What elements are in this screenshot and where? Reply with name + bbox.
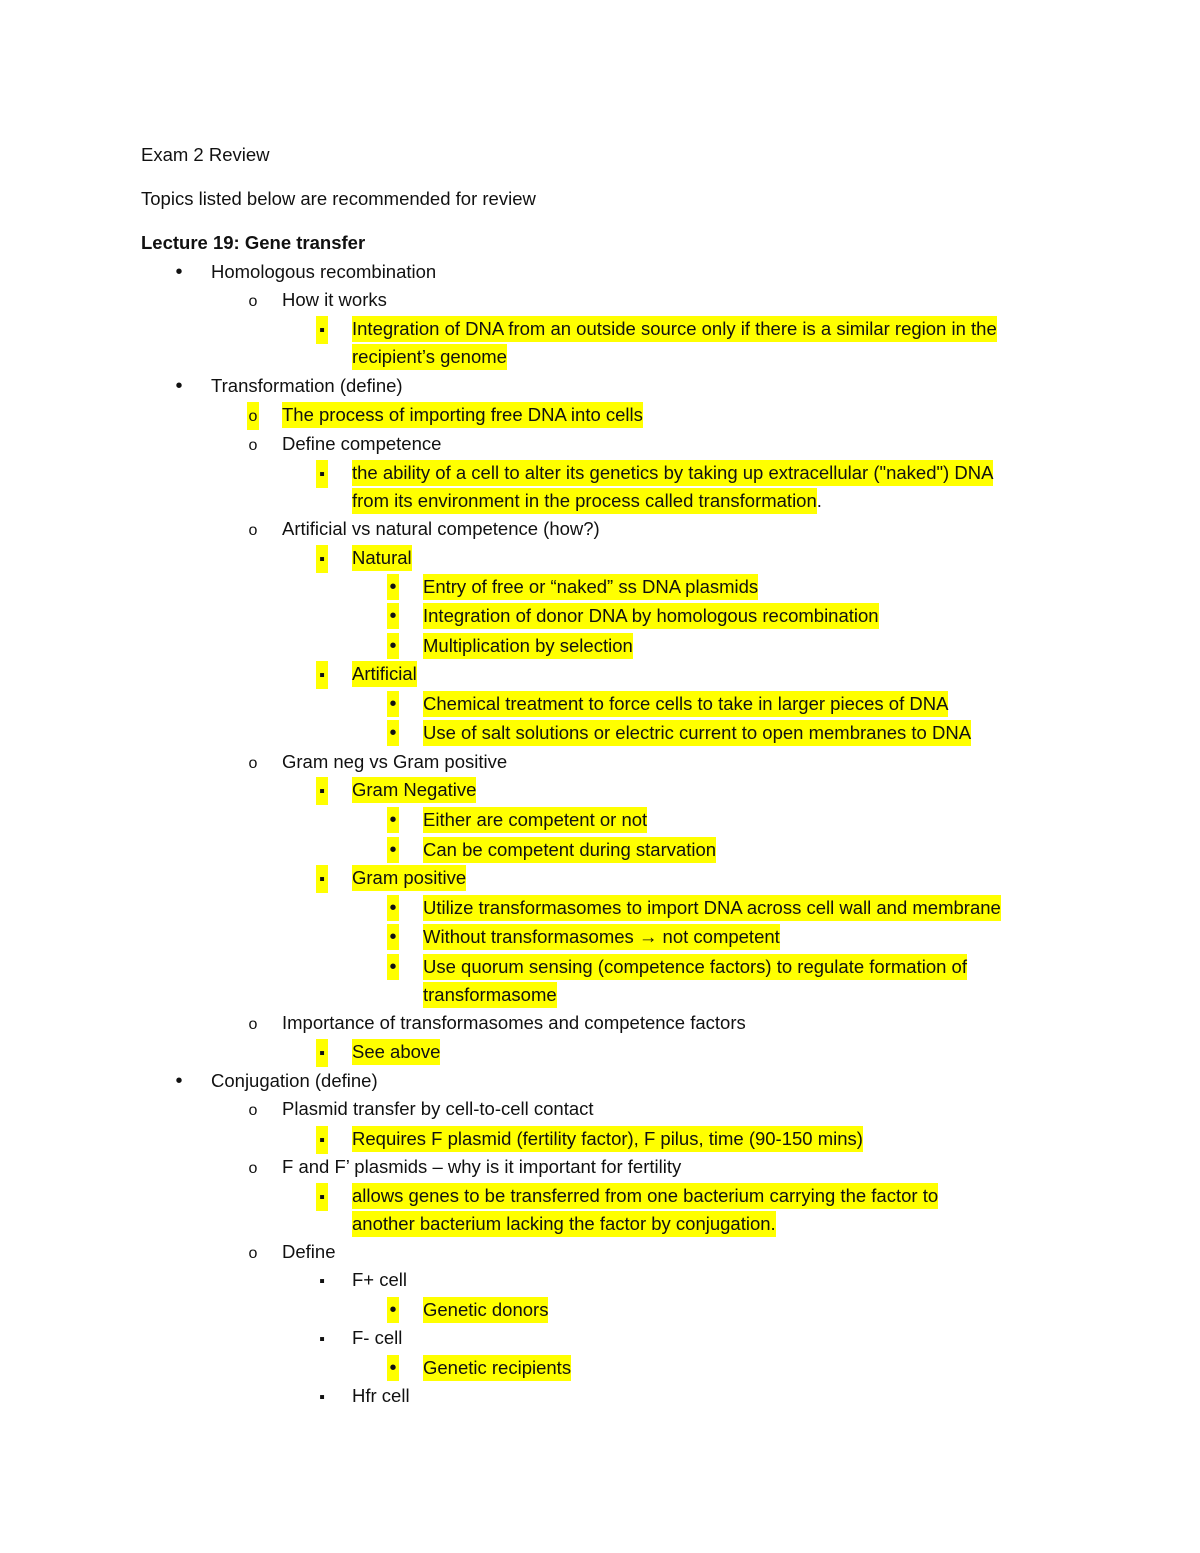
list-item [211,1068,378,1094]
list-item-text: Integration of DNA from an outside source only if there is a similar region in the [352,316,997,342]
list-item [423,982,557,1008]
list-item [352,1183,938,1209]
list-bullet-icon [316,1325,328,1353]
list-item-text: another bacterium lacking the factor by conjugation. [352,1211,776,1237]
list-item [423,1355,571,1381]
list-bullet-icon [316,545,328,573]
list-bullet-icon [247,287,259,315]
list-item-text: Hfr cell [352,1385,410,1406]
list-bullet-icon [316,1267,328,1295]
list-item [282,516,600,542]
list-bullet-icon [387,633,399,659]
list-item-text: Genetic donors [423,1297,548,1323]
list-item [282,431,441,457]
list-bullet-icon [247,1096,259,1124]
list-item [282,1239,335,1265]
list-item [423,924,780,950]
list-bullet-icon [247,431,259,459]
list-item [423,895,1001,921]
list-item-text: Either are competent or not [423,807,647,833]
list-bullet-icon [247,749,259,777]
list-item-text: Without transformasomes → not competent [423,924,780,950]
list-item-text: Gram positive [352,865,466,891]
list-item-text: the ability of a cell to alter its genetics by taking up extracellular ("naked") DNA [352,460,993,486]
list-item [423,807,647,833]
list-item-text: Natural [352,545,412,571]
list-item [352,545,412,571]
list-item-text: Entry of free or “naked” ss DNA plasmids [423,574,758,600]
list-item-text: The process of importing free DNA into cells [282,402,643,428]
list-bullet-icon [316,865,328,893]
list-item [352,1267,407,1293]
list-item [282,1096,594,1122]
list-item-text: Artificial [352,661,417,687]
list-item-text: Plasmid transfer by cell-to-cell contact [282,1098,594,1119]
list-item-tail: . [816,490,822,511]
list-item [423,1297,548,1323]
list-item [423,633,633,659]
list-item [423,837,716,863]
list-item-text: Requires F plasmid (fertility factor), F pilus, time (90-150 mins) [352,1126,863,1152]
list-item-text: transformasome [423,982,557,1008]
list-item [423,720,971,746]
list-bullet-icon [387,954,399,980]
list-bullet-icon [316,1039,328,1067]
list-bullet-icon [387,574,399,600]
list-item [423,603,879,629]
list-bullet-icon [387,603,399,629]
list-bullet-icon [316,661,328,689]
list-item-text: Use quorum sensing (competence factors) to regulate formation of [423,954,967,980]
list-bullet-icon [247,516,259,544]
list-bullet-icon [387,720,399,746]
list-item-text: Gram neg vs Gram positive [282,751,508,772]
list-item-text: See above [352,1039,440,1065]
list-item-text: F+ cell [352,1269,408,1290]
list-bullet-icon [387,895,399,921]
list-bullet-icon [316,1183,328,1211]
list-item-text: from its environment in the process called transformation [352,488,817,514]
list-bullet-icon [173,1068,185,1094]
list-bullet-icon [316,460,328,488]
list-item [282,287,387,313]
list-item [352,344,507,370]
list-item [352,488,822,514]
list-item [352,460,993,486]
list-bullet-icon [387,807,399,833]
list-item-text: Conjugation (define) [211,1070,378,1091]
list-item [282,402,643,428]
list-bullet-icon [247,1154,259,1182]
list-item [423,691,948,717]
list-item-text: F- cell [352,1327,403,1348]
lecture-heading: Lecture 19: Gene transfer [141,232,366,253]
list-item [352,1383,410,1409]
list-item [282,1154,681,1180]
list-bullet-icon [387,691,399,717]
doc-intro: Topics listed below are recommended for review [141,188,536,209]
list-bullet-icon [387,1297,399,1323]
list-item-text: recipient’s genome [352,344,507,370]
list-item-text: How it works [282,289,387,310]
list-item-text: Integration of donor DNA by homologous recombination [423,603,879,629]
list-bullet-icon [247,1010,259,1038]
list-item [352,1126,863,1152]
list-bullet-icon [387,924,399,950]
list-item [282,749,507,775]
list-bullet-icon [247,1239,259,1267]
list-item-text: Genetic recipients [423,1355,571,1381]
list-item [352,1039,440,1065]
list-bullet-icon [173,373,185,399]
list-item [352,865,466,891]
list-bullet-icon [173,259,185,285]
list-item [423,574,758,600]
doc-title: Exam 2 Review [141,144,270,165]
list-item-text: Can be competent during starvation [423,837,716,863]
list-item-text: Importance of transformasomes and competence factors [282,1012,746,1033]
list-item-text: Chemical treatment to force cells to take in larger pieces of DNA [423,691,948,717]
list-bullet-icon [316,1383,328,1411]
list-bullet-icon [316,316,328,344]
list-item-text: Artificial vs natural competence (how?) [282,518,600,539]
list-item-text: Transformation (define) [211,375,403,396]
list-item [282,1010,746,1036]
list-item [211,373,403,399]
list-item-text: allows genes to be transferred from one bacterium carrying the factor to [352,1183,938,1209]
list-item-text: Utilize transformasomes to import DNA across cell wall and membrane [423,895,1001,921]
list-item-text: Define [282,1241,336,1262]
list-item [211,259,436,285]
list-item-text: Gram Negative [352,777,476,803]
list-item [352,1325,402,1351]
list-item-text: Multiplication by selection [423,633,633,659]
list-bullet-icon [247,402,259,430]
list-item [352,1211,776,1237]
list-item [352,316,997,342]
list-bullet-icon [316,777,328,805]
list-item-text: Define competence [282,433,442,454]
list-item-text: Homologous recombination [211,261,437,282]
list-item [423,954,967,980]
list-bullet-icon [387,837,399,863]
list-bullet-icon [387,1355,399,1381]
list-item-text: Use of salt solutions or electric current to open membranes to DNA [423,720,971,746]
list-bullet-icon [316,1126,328,1154]
list-item-text: F and F’ plasmids – why is it important for fertility [282,1156,682,1177]
list-item [352,661,417,687]
list-item [352,777,476,803]
